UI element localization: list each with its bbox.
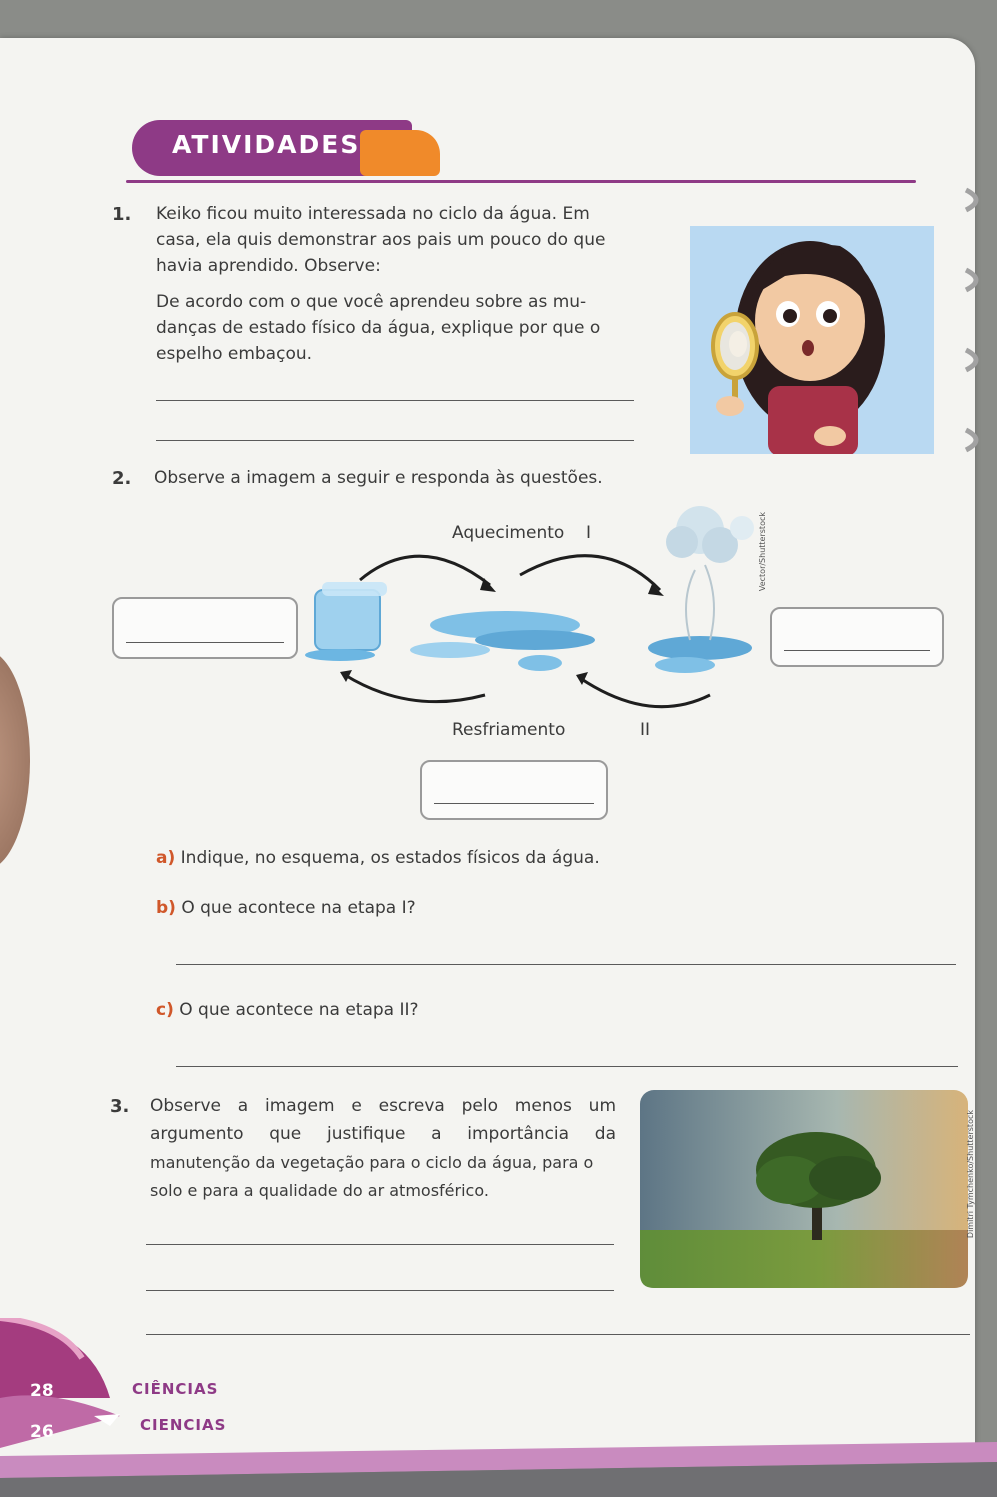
tree-landscape-photo	[640, 1090, 968, 1288]
q2c-text: c) O que acontece na etapa II?	[156, 1000, 419, 1020]
cooling-label: Resfriamento	[452, 720, 566, 740]
q1-text-line4: De acordo com o que você aprendeu sobre as mu-	[156, 292, 587, 312]
q2c-answer-line[interactable]	[176, 1066, 958, 1067]
footer-decoration	[0, 1318, 997, 1497]
subject-label-next: CIENCIAS	[140, 1416, 227, 1434]
q1-text-line5: danças de estado físico da água, explique por que o	[156, 318, 601, 338]
q2a-text: a) Indique, no esquema, os estados físicos da água.	[156, 848, 600, 868]
binder-rings	[960, 170, 990, 490]
heating-label: Aquecimento	[452, 523, 565, 543]
q3-text-line2: argumento que justifique a importância da	[150, 1124, 616, 1144]
q1-text-line2: casa, ela quis demonstrar aos pais um pouco do que	[156, 230, 606, 250]
gas-state-answer-box[interactable]	[770, 607, 944, 667]
q1-text-line1: Keiko ficou muito interessada no ciclo da água. Em	[156, 204, 590, 224]
q3-text-line4: solo e para a qualidade do ar atmosférico.	[150, 1181, 489, 1200]
q2-number: 2.	[112, 468, 132, 489]
stage-two-label: II	[640, 720, 651, 740]
page-number-next: 26	[30, 1422, 54, 1442]
liquid-state-answer-box[interactable]	[420, 760, 608, 820]
page-number: 28	[30, 1381, 54, 1401]
q3-answer-line-1[interactable]	[146, 1244, 614, 1245]
q3-answer-line-2[interactable]	[146, 1290, 614, 1291]
q3-text-line1: Observe a imagem e escreva pelo menos um	[150, 1096, 616, 1116]
q1-answer-line-1[interactable]	[156, 400, 634, 401]
solid-state-answer-box[interactable]	[112, 597, 298, 659]
q1-text-line6: espelho embaçou.	[156, 344, 313, 364]
photo-credit: Dimitri Tymchenko/Shutterstock	[966, 1110, 975, 1239]
header-accent	[360, 130, 440, 176]
q3-number: 3.	[110, 1096, 130, 1117]
q2-prompt: Observe a imagem a seguir e responda às questões.	[154, 468, 603, 488]
q2b-answer-line[interactable]	[176, 964, 956, 965]
section-title: ATIVIDADES	[172, 130, 361, 159]
q1-text-line3: havia aprendido. Observe:	[156, 256, 381, 276]
q1-number: 1.	[112, 204, 132, 225]
subject-label: CIÊNCIAS	[132, 1380, 219, 1398]
q1-answer-line-2[interactable]	[156, 440, 634, 441]
diagram-credit: Vector/Shutterstock	[758, 512, 767, 592]
header-rule	[126, 180, 916, 183]
q3-text-line3: manutenção da vegetação para o ciclo da água, para o	[150, 1153, 594, 1172]
stage-one-label: I	[586, 523, 592, 543]
q2b-text: b) O que acontece na etapa I?	[156, 898, 416, 918]
girl-with-mirror-illustration	[690, 226, 934, 454]
